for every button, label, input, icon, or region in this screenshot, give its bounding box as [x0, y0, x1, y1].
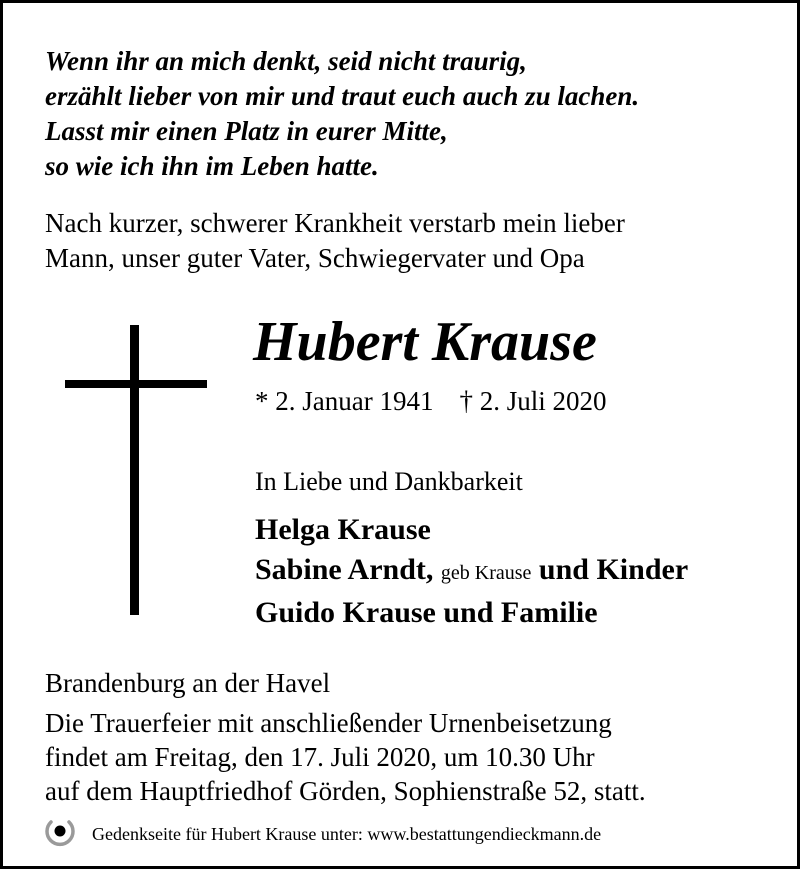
poem-line: erzählt lieber von mir und traut euch auch zu lachen.: [45, 81, 640, 111]
life-dates: [255, 384, 606, 418]
deceased-name: Hubert Krause: [253, 311, 597, 373]
cross-horizontal-bar: [65, 380, 207, 388]
funeral-home-logo-icon: [45, 817, 75, 847]
poem-line: so wie ich ihn im Leben hatte.: [45, 151, 379, 181]
intro-line: Mann, unser guter Vater, Schwiegervater und Opa: [45, 243, 585, 273]
cross-vertical-bar: [130, 325, 139, 615]
death-announcement-text: [45, 206, 625, 276]
funeral-service-info: [45, 706, 646, 808]
poem-verse: [45, 44, 639, 184]
mourner-line: Helga Krause: [255, 513, 431, 546]
service-line: Die Trauerfeier mit anschließender Urnenbeisetzung: [45, 708, 612, 738]
mourner-birthname: geb Krause: [440, 562, 532, 584]
death-date: † 2. Juli 2020: [459, 386, 607, 416]
mourner-suffix: und Kinder: [538, 553, 689, 586]
intro-line: Nach kurzer, schwerer Krankheit verstarb mein lieber: [45, 208, 625, 238]
service-line: auf dem Hauptfriedhof Görden, Sophienstraße 52, statt.: [45, 776, 646, 806]
mourners-intro: In Liebe und Dankbarkeit: [255, 467, 523, 496]
mourner-line: [255, 550, 688, 593]
mourner-name: Sabine Arndt,: [255, 553, 434, 586]
memorial-page-link[interactable]: Gedenkseite für Hubert Krause unter: www.bestattungendieckmann.de: [92, 824, 602, 844]
location: Brandenburg an der Havel: [45, 668, 331, 698]
service-line: findet am Freitag, den 17. Juli 2020, um 10.30 Uhr: [45, 742, 595, 772]
poem-line: Wenn ihr an mich denkt, seid nicht traurig,: [45, 46, 527, 76]
mourner-line: Guido Krause und Familie: [255, 596, 598, 629]
birth-date: * 2. Januar 1941: [255, 386, 434, 416]
poem-line: Lasst mir einen Platz in eurer Mitte,: [45, 116, 448, 146]
mourners-list: [255, 510, 688, 633]
